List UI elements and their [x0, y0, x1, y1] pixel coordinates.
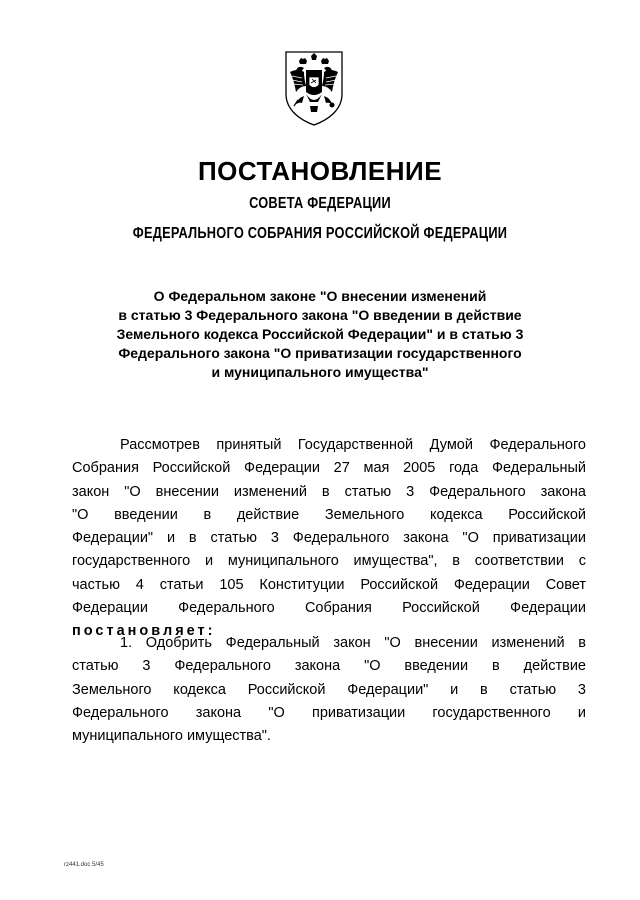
body-line: государственного и муниципального имущества", в соответствии с — [72, 553, 586, 570]
body-line: статью 3 Федерального закона "О введении в действие — [72, 658, 586, 675]
body-line: Федерального закона "О приватизации государственного и — [72, 704, 586, 721]
clause-1-paragraph — [72, 632, 586, 748]
heading-line: Федерального закона "О приватизации государственного — [118, 345, 522, 361]
heading-line: и муниципального имущества" — [211, 364, 429, 380]
body-line: Собрания Российской Федерации 27 мая 2005 года Федеральный — [72, 460, 586, 477]
heading-line: в статью 3 Федерального закона "О введении в действие — [118, 307, 522, 323]
body-line: муниципального имущества". — [72, 728, 271, 745]
body-line: Федерации Федерального Собрания Российской Федерации — [72, 600, 586, 617]
body-line: Земельного кодекса Российской Федерации" и в статью 3 — [72, 681, 586, 698]
body-line: 1. Одобрить Федеральный закон "О внесении изменений в — [120, 635, 586, 651]
heading-line: Земельного кодекса Российской Федерации" и в статью 3 — [116, 326, 524, 342]
preamble-paragraph — [72, 434, 586, 644]
body-line: "О введении в действие Земельного кодекса Российской — [72, 506, 586, 523]
document-title: ПОСТАНОВЛЕНИЕ — [197, 156, 443, 186]
heading-line: О Федеральном законе "О внесении изменений — [153, 288, 487, 304]
issuer-line-1: СОВЕТА ФЕДЕРАЦИИ — [249, 195, 391, 212]
body-line: Федерации" и в статью 3 Федерального закона "О приватизации — [72, 530, 586, 547]
issuer-line-2: ФЕДЕРАЛЬНОГО СОБРАНИЯ РОССИЙСКОЙ ФЕДЕРАЦИИ — [132, 225, 508, 242]
resolve-word: постановляет: — [72, 623, 216, 640]
body-line: закон "О внесении изменений в статью 3 Федерального закона — [72, 483, 586, 500]
body-line: частью 4 статьи 105 Конституции Российской Федерации Совет — [72, 576, 586, 593]
file-reference: rz441.doc 5/45 — [64, 862, 104, 868]
body-line: Рассмотрев принятый Государственной Думой Федерального — [120, 437, 586, 453]
coat-of-arms-emblem — [282, 50, 346, 126]
resolution-heading — [60, 287, 580, 382]
